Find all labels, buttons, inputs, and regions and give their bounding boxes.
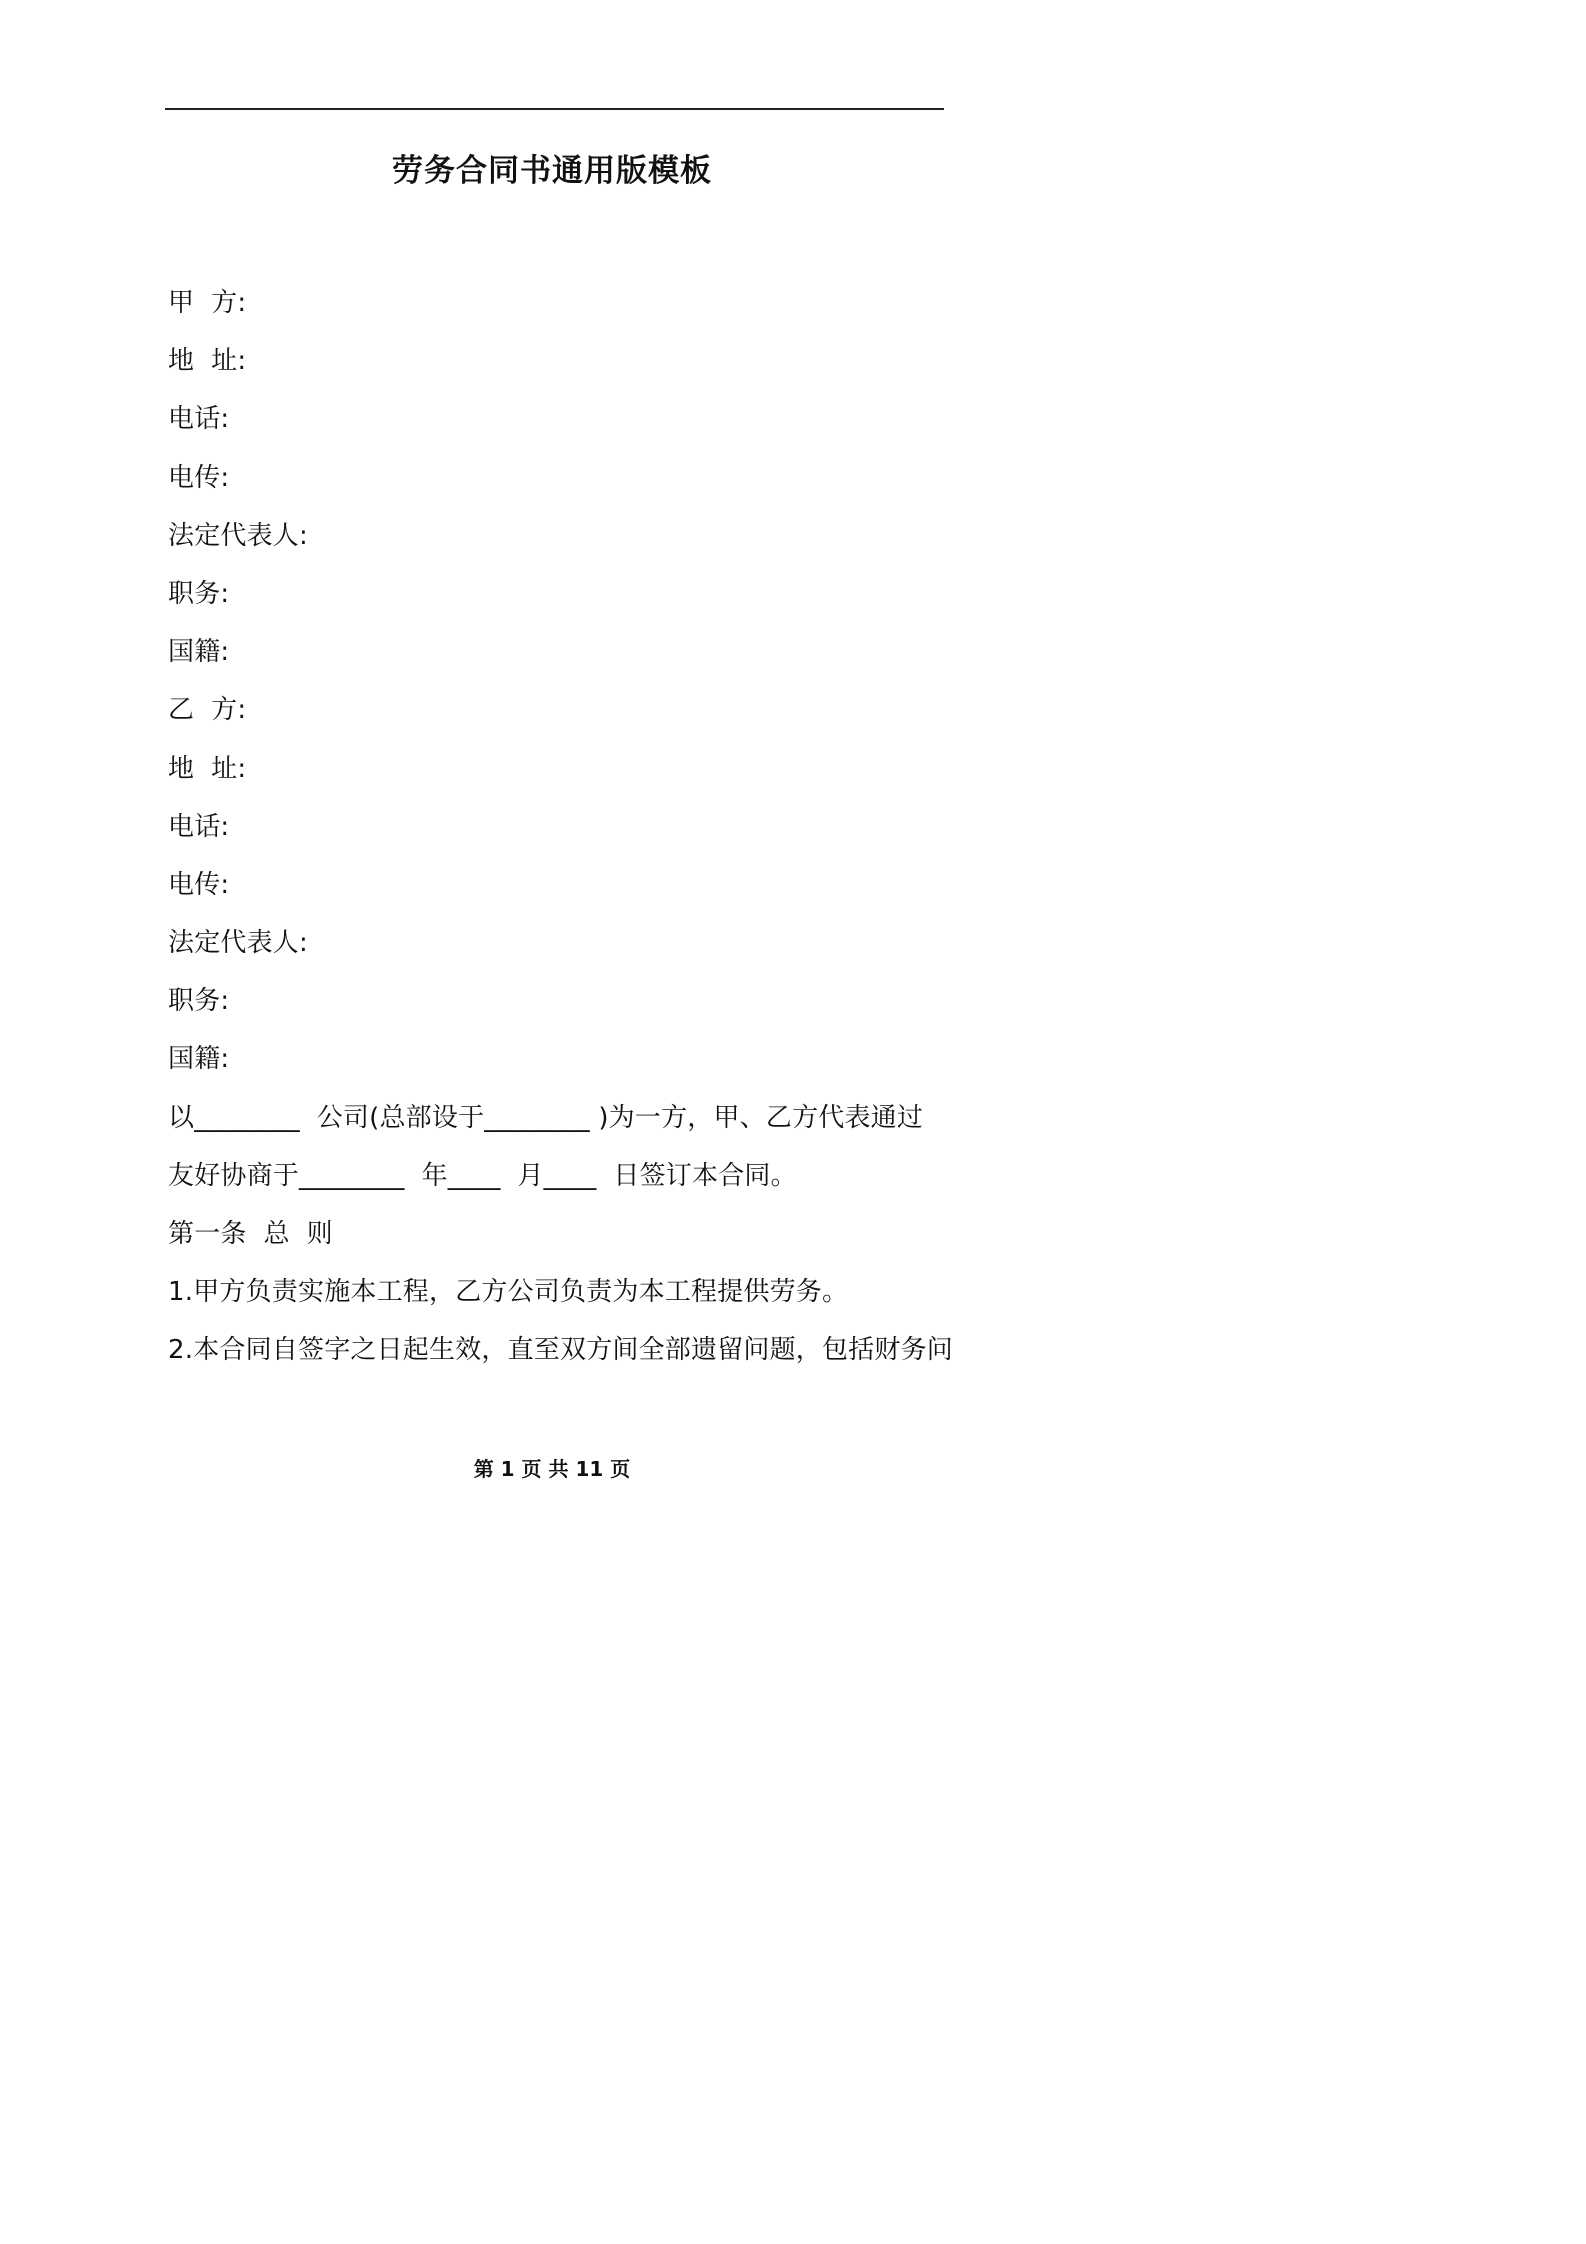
preamble-line-2: 友好协商于________ 年____ 月____ 日签订本合同。 xyxy=(168,1160,797,1191)
preamble-line-1: 以________ 公司(总部设于________ )为一方，甲、乙方代表通过 xyxy=(168,1102,924,1133)
header-rule xyxy=(165,108,944,110)
party-a-phone: 电话: xyxy=(168,404,230,435)
party-b-fax: 电传: xyxy=(168,869,230,900)
party-a-position: 职务: xyxy=(168,578,230,609)
article-1-heading: 第一条 总 则 xyxy=(168,1219,333,1249)
party-a-legal-rep: 法定代表人: xyxy=(168,520,308,551)
party-b-legal-rep: 法定代表人: xyxy=(168,928,308,959)
party-a-nationality: 国籍: xyxy=(168,637,230,668)
article-1-clause-2: 2.本合同自签字之日起生效，直至双方间全部遗留问题，包括财务问 xyxy=(168,1335,954,1366)
party-a-fax: 电传: xyxy=(168,462,230,493)
party-a-label: 甲 方: xyxy=(168,288,247,318)
party-b-phone: 电话: xyxy=(168,811,230,842)
document-title: 劳务合同书通用版模板 xyxy=(392,153,712,189)
article-1-clause-1: 1.甲方负责实施本工程，乙方公司负责为本工程提供劳务。 xyxy=(168,1277,849,1308)
party-b-position: 职务: xyxy=(168,986,230,1017)
party-a-address: 地 址: xyxy=(168,346,247,377)
document-body xyxy=(168,280,958,1386)
party-b-nationality: 国籍: xyxy=(168,1044,230,1075)
page-number-footer: 第 1 页 共 11 页 xyxy=(473,1457,631,1481)
party-b-label: 乙 方: xyxy=(168,695,247,726)
party-b-address: 地 址: xyxy=(168,753,247,784)
